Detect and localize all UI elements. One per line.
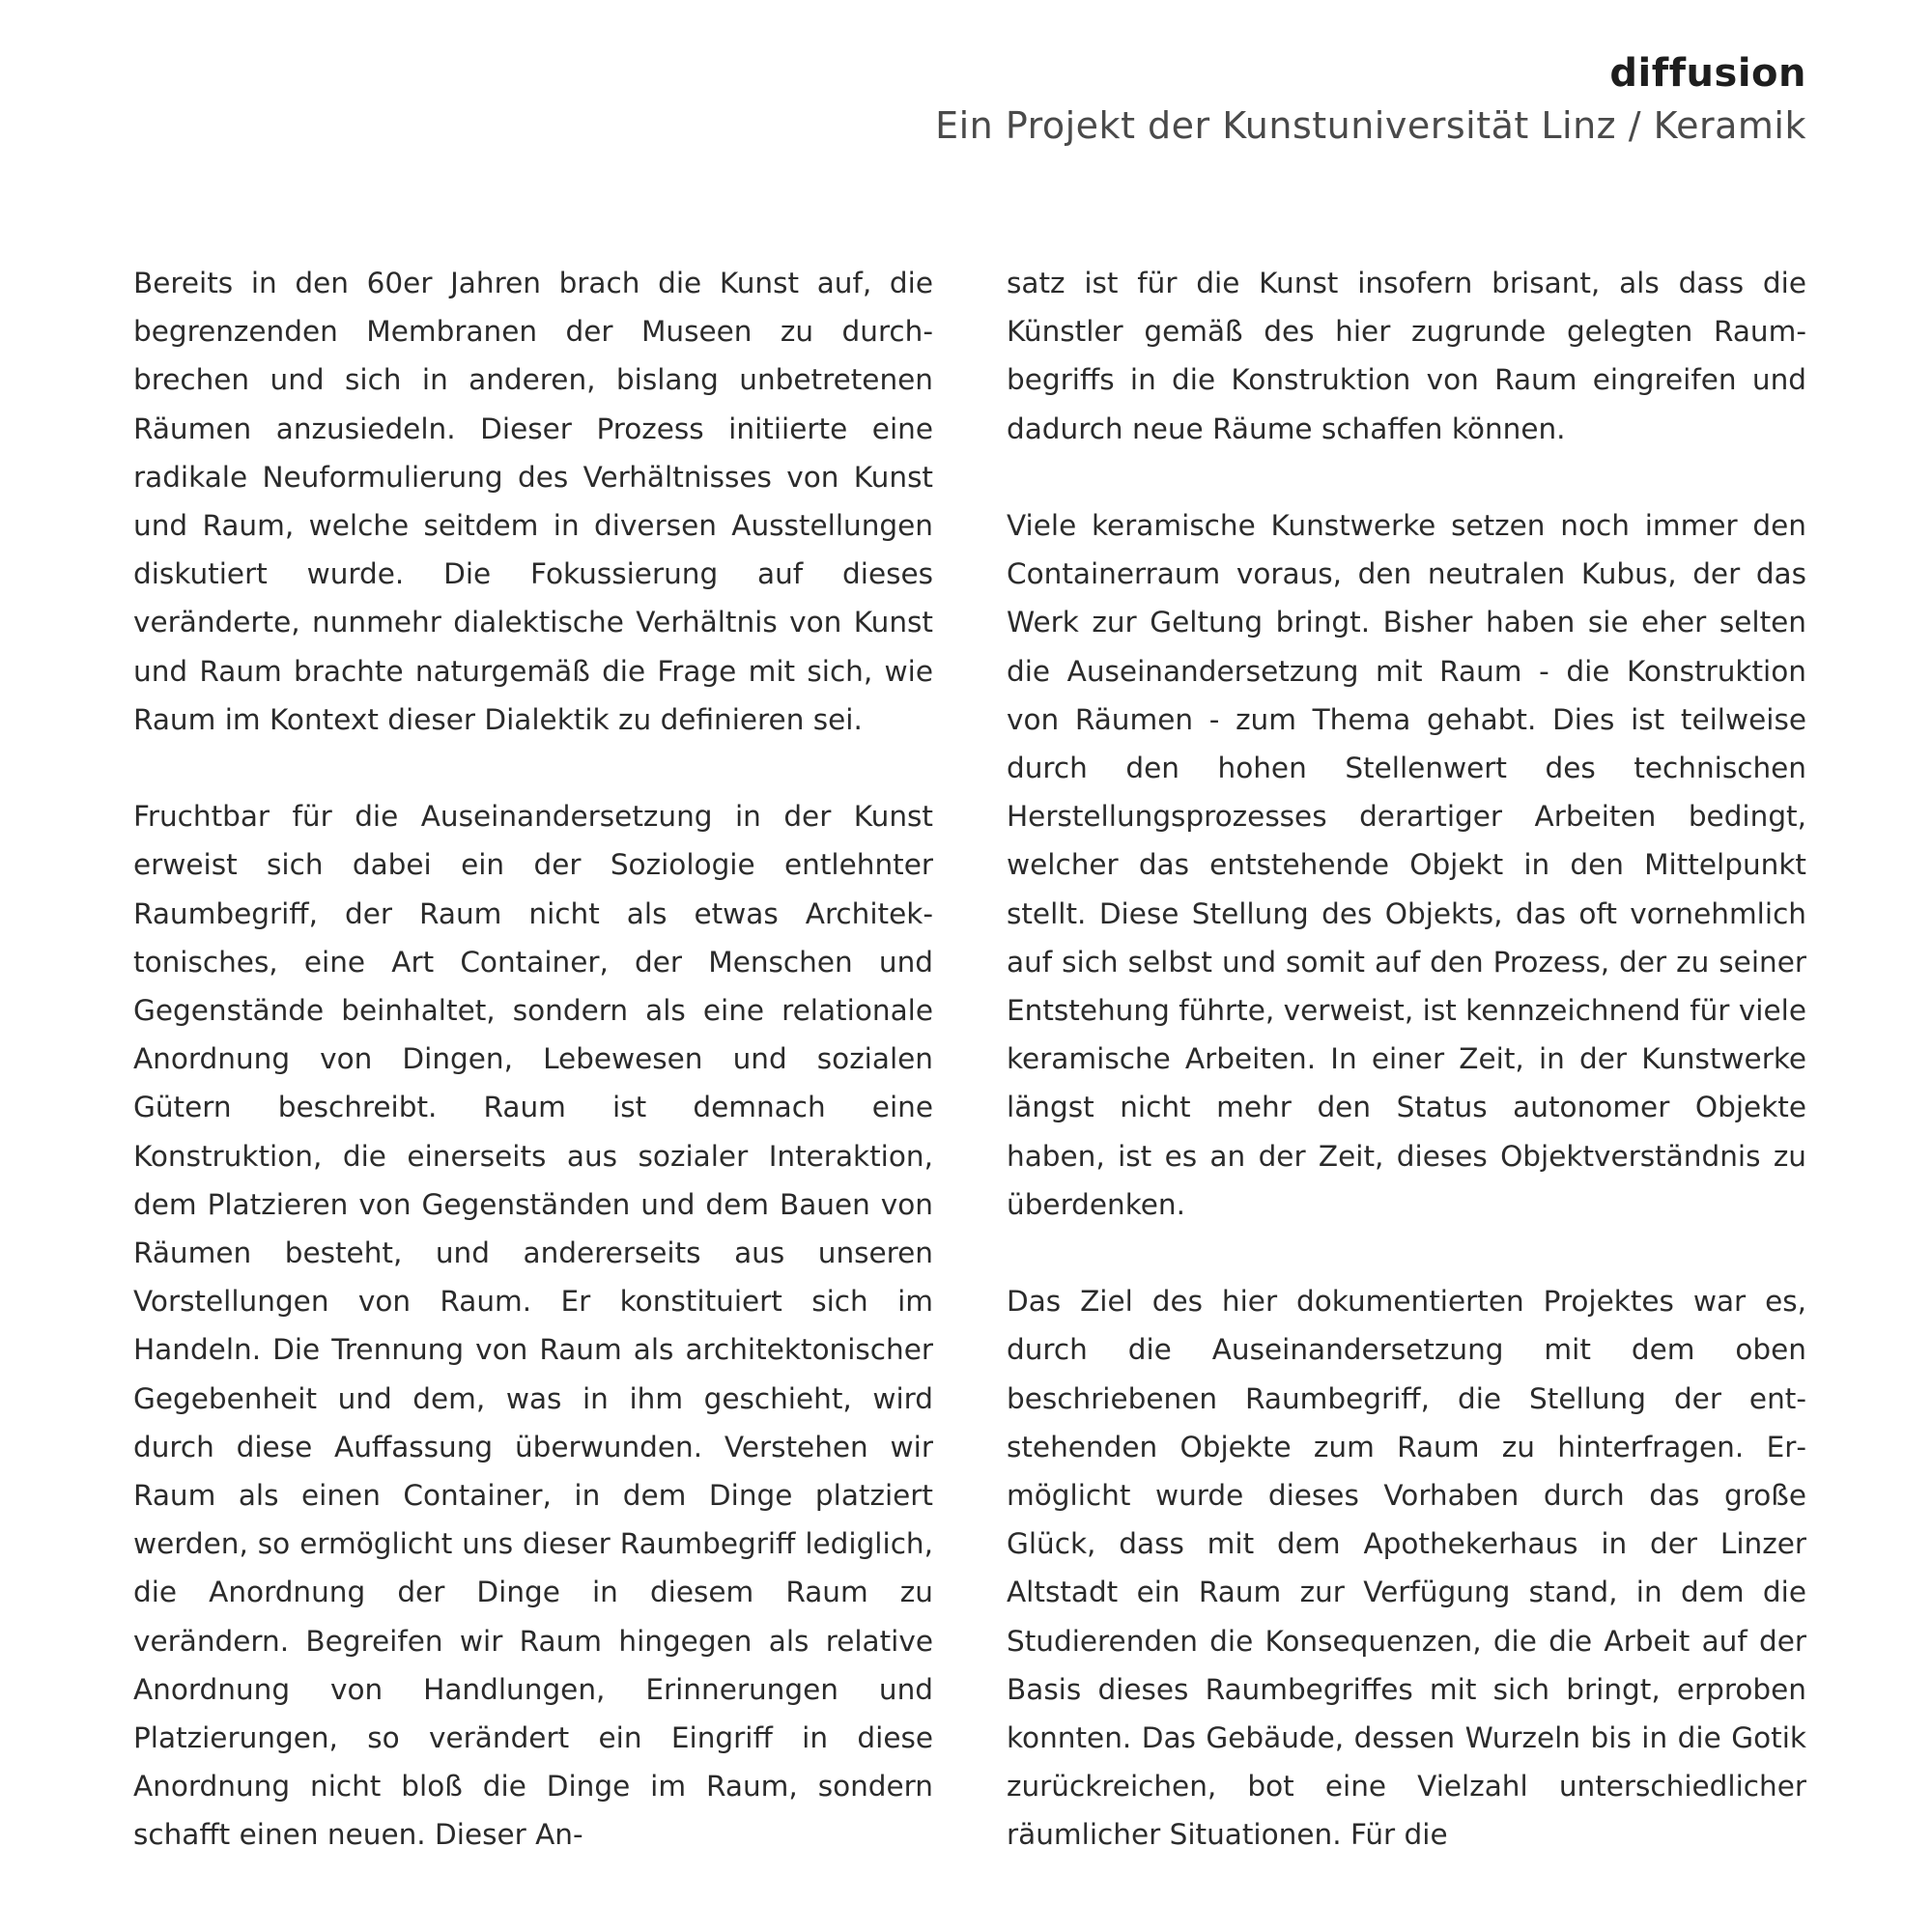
publication-subtitle: Ein Projekt der Kunstuniversität Linz / Keramik — [935, 104, 1806, 147]
text-column-right — [1007, 259, 1806, 1860]
paragraph-right-1: satz ist für die Kunst insofern brisant, als dass die Künstler gemäß des hier zugrunde gelegten Raumbegriffs in die Konstruktion von Raum eingreifen und dadurch neue Räume schaffen können. — [1007, 267, 1806, 445]
page-header — [935, 46, 1806, 151]
paragraph-left-1: Bereits in den 60er Jahren brach die Kunst auf, die begrenzenden Membranen der Museen zu durchbrechen und sich in anderen, bislang unbetretenen Räumen anzusiedeln. Dieser Prozess initiierte eine radikale Neuformulierung des Verhältnisses von Kunst und Raum, welche seitdem in diversen Ausstellungen diskutiert wurde. Die Fokussierung auf dieses veränderte, nunmehr dialektische Verhältnis von Kunst und Raum brachte naturgemäß die Frage mit sich, wie Raum im Kontext dieser Dialektik zu definieren sei. — [133, 267, 933, 736]
paragraph-right-3: Das Ziel des hier dokumentierten Projektes war es, durch die Auseinandersetzung mit dem oben beschriebenen Raumbegriff, die Stellung der entstehenden Objekte zum Raum zu hinterfragen. Ermöglicht wurde dieses Vorhaben durch das große Glück, dass mit dem Apothekerhaus in der Linzer Altstadt ein Raum zur Verfügung stand, in dem die Studierenden die Konsequenzen, die die Arbeit auf der Basis dieses Raumbegriffes mit sich bringt, erproben konnten. Das Gebäude, dessen Wurzeln bis in die Gotik zurückreichen, bot eine Vielzahl unterschiedlicher räumlicher Situationen. Für die — [1007, 1285, 1806, 1852]
paragraph-right-2: Viele keramische Kunstwerke setzen noch immer den Containerraum voraus, den neutralen Kubus, der das Werk zur Geltung bringt. Bisher haben sie eher selten die Auseinandersetzung mit Raum - die Konstruktion von Räumen - zum Thema gehabt. Dies ist teilweise durch den hohen Stellenwert des technischen Herstellungsprozesses derartiger Arbeiten bedingt, welcher das entstehende Objekt in den Mittelpunkt stellt. Diese Stellung des Objekts, das oft vornehmlich auf sich selbst und somit auf den Prozess, der zu seiner Entstehung führte, verweist, ist kennzeichnend für viele keramische Arbeiten. In einer Zeit, in der Kunstwerke längst nicht mehr den Status autonomer Objekte haben, ist es an der Zeit, dieses Objektverständnis zu überdenken. — [1007, 509, 1806, 1221]
publication-title: diffusion — [1609, 51, 1806, 96]
paragraph-left-2: Fruchtbar für die Auseinandersetzung in der Kunst erweist sich dabei ein der Soziologie entlehnter Raumbegriff, der Raum nicht als etwas Architektonisches, eine Art Container, der Menschen und Gegenstände beinhaltet, sondern als eine relationale Anordnung von Dingen, Lebewesen und sozialen Gütern beschreibt. Raum ist demnach eine Konstruktion, die einerseits aus sozialer Interaktion, dem Platzieren von Gegenständen und dem Bauen von Räumen besteht, und andererseits aus unseren Vorstellungen von Raum. Er konstituiert sich im Handeln. Die Trennung von Raum als architektonischer Gegebenheit und dem, was in ihm geschieht, wird durch diese Auffassung überwunden. Verstehen wir Raum als einen Container, in dem Dinge platziert werden, so ermöglicht uns dieser Raumbegriff lediglich, die Anordnung der Dinge in diesem Raum zu verändern. Begreifen wir Raum hingegen als relative Anordnung von Handlungen, Erinnerungen und Platzierungen, so verändert ein Eingriff in diese Anordnung nicht bloß die Dinge im Raum, sondern schafft einen neuen. Dieser An- — [133, 800, 933, 1852]
text-column-left — [133, 259, 933, 1860]
